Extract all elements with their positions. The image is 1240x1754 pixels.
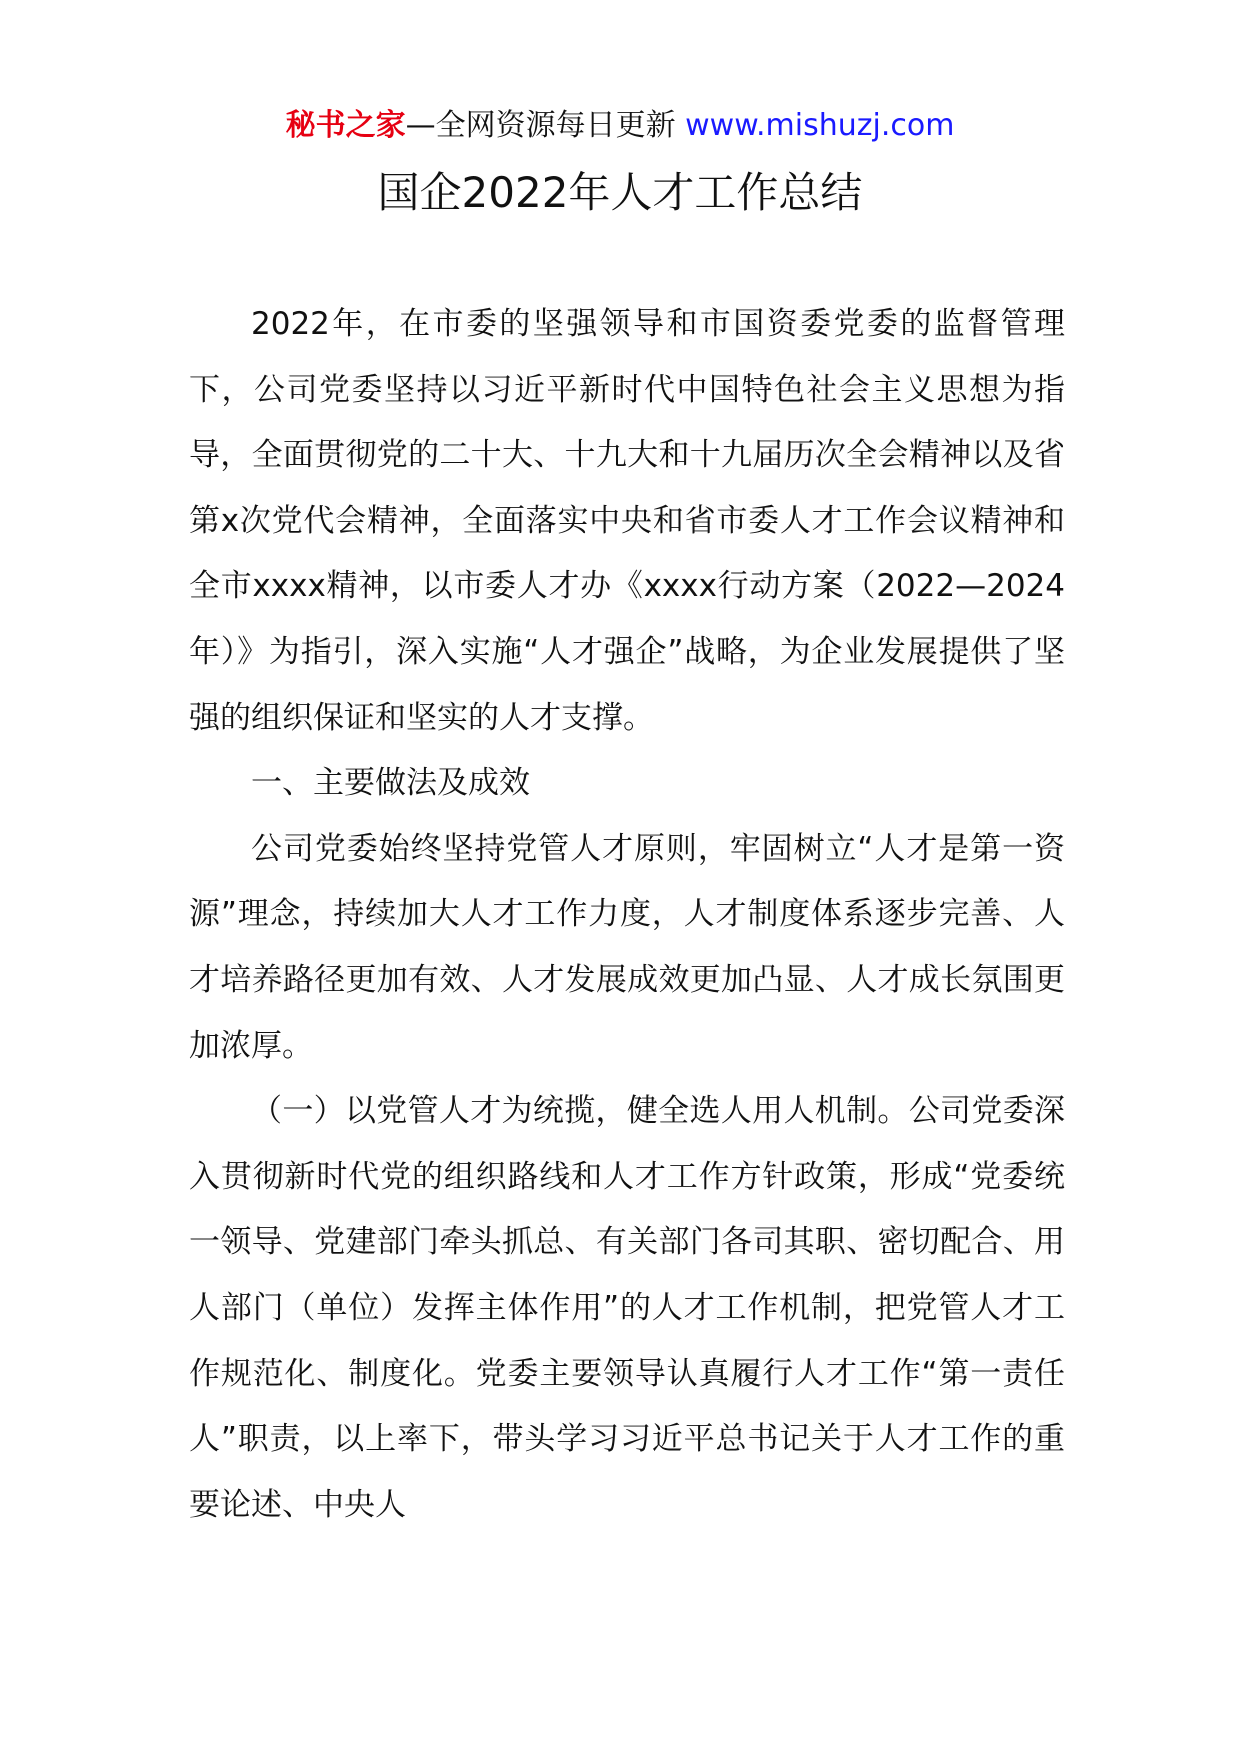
site-url-link[interactable]: www.mishuzj.com (685, 108, 955, 143)
site-header (0, 104, 1240, 148)
section-heading: 一、主要做法及成效 (251, 765, 530, 802)
document-title: 国企2022年人才工作总结 (377, 168, 863, 217)
site-brand: 秘书之家 (285, 108, 406, 143)
intro-paragraph: 2022年，在市委的坚强领导和市国资委党委的监督管理下，公司党委坚持以习近平新时代中国特色社会主义思想为指导，全面贯彻党的二十大、十九大和十九届历次全会精神以及省第x次党代会精神，全面落实中央和省市委人才工作会议精神和全市xxxx精神，以市委人才办《xxxx行动方案（2022—2024年）》为指引，深入实施“人才强企”战略，为企业发展提供了坚强的组织保证和坚实的人才支撑。 (189, 306, 1065, 736)
site-tagline: —全网资源每日更新 (405, 108, 686, 143)
body-paragraph: 公司党委始终坚持党管人才原则，牢固树立“人才是第一资源”理念，持续加大人才工作力度，人才制度体系逐步完善、人才培养路径更加有效、人才发展成效更加凸显、人才成长氛围更加浓厚。 (189, 830, 1065, 1064)
document-body (189, 292, 1065, 1538)
body-paragraph: （一）以党管人才为统揽，健全选人用人机制。公司党委深入贯彻新时代党的组织路线和人才工作方针政策，形成“党委统一领导、党建部门牵头抓总、有关部门各司其职、密切配合、用人部门（单位）发挥主体作用”的人才工作机制，把党管人才工作规范化、制度化。党委主要领导认真履行人才工作“第一责任人”职责，以上率下，带头学习习近平总书记关于人才工作的重要论述、中央人 (189, 1093, 1065, 1523)
